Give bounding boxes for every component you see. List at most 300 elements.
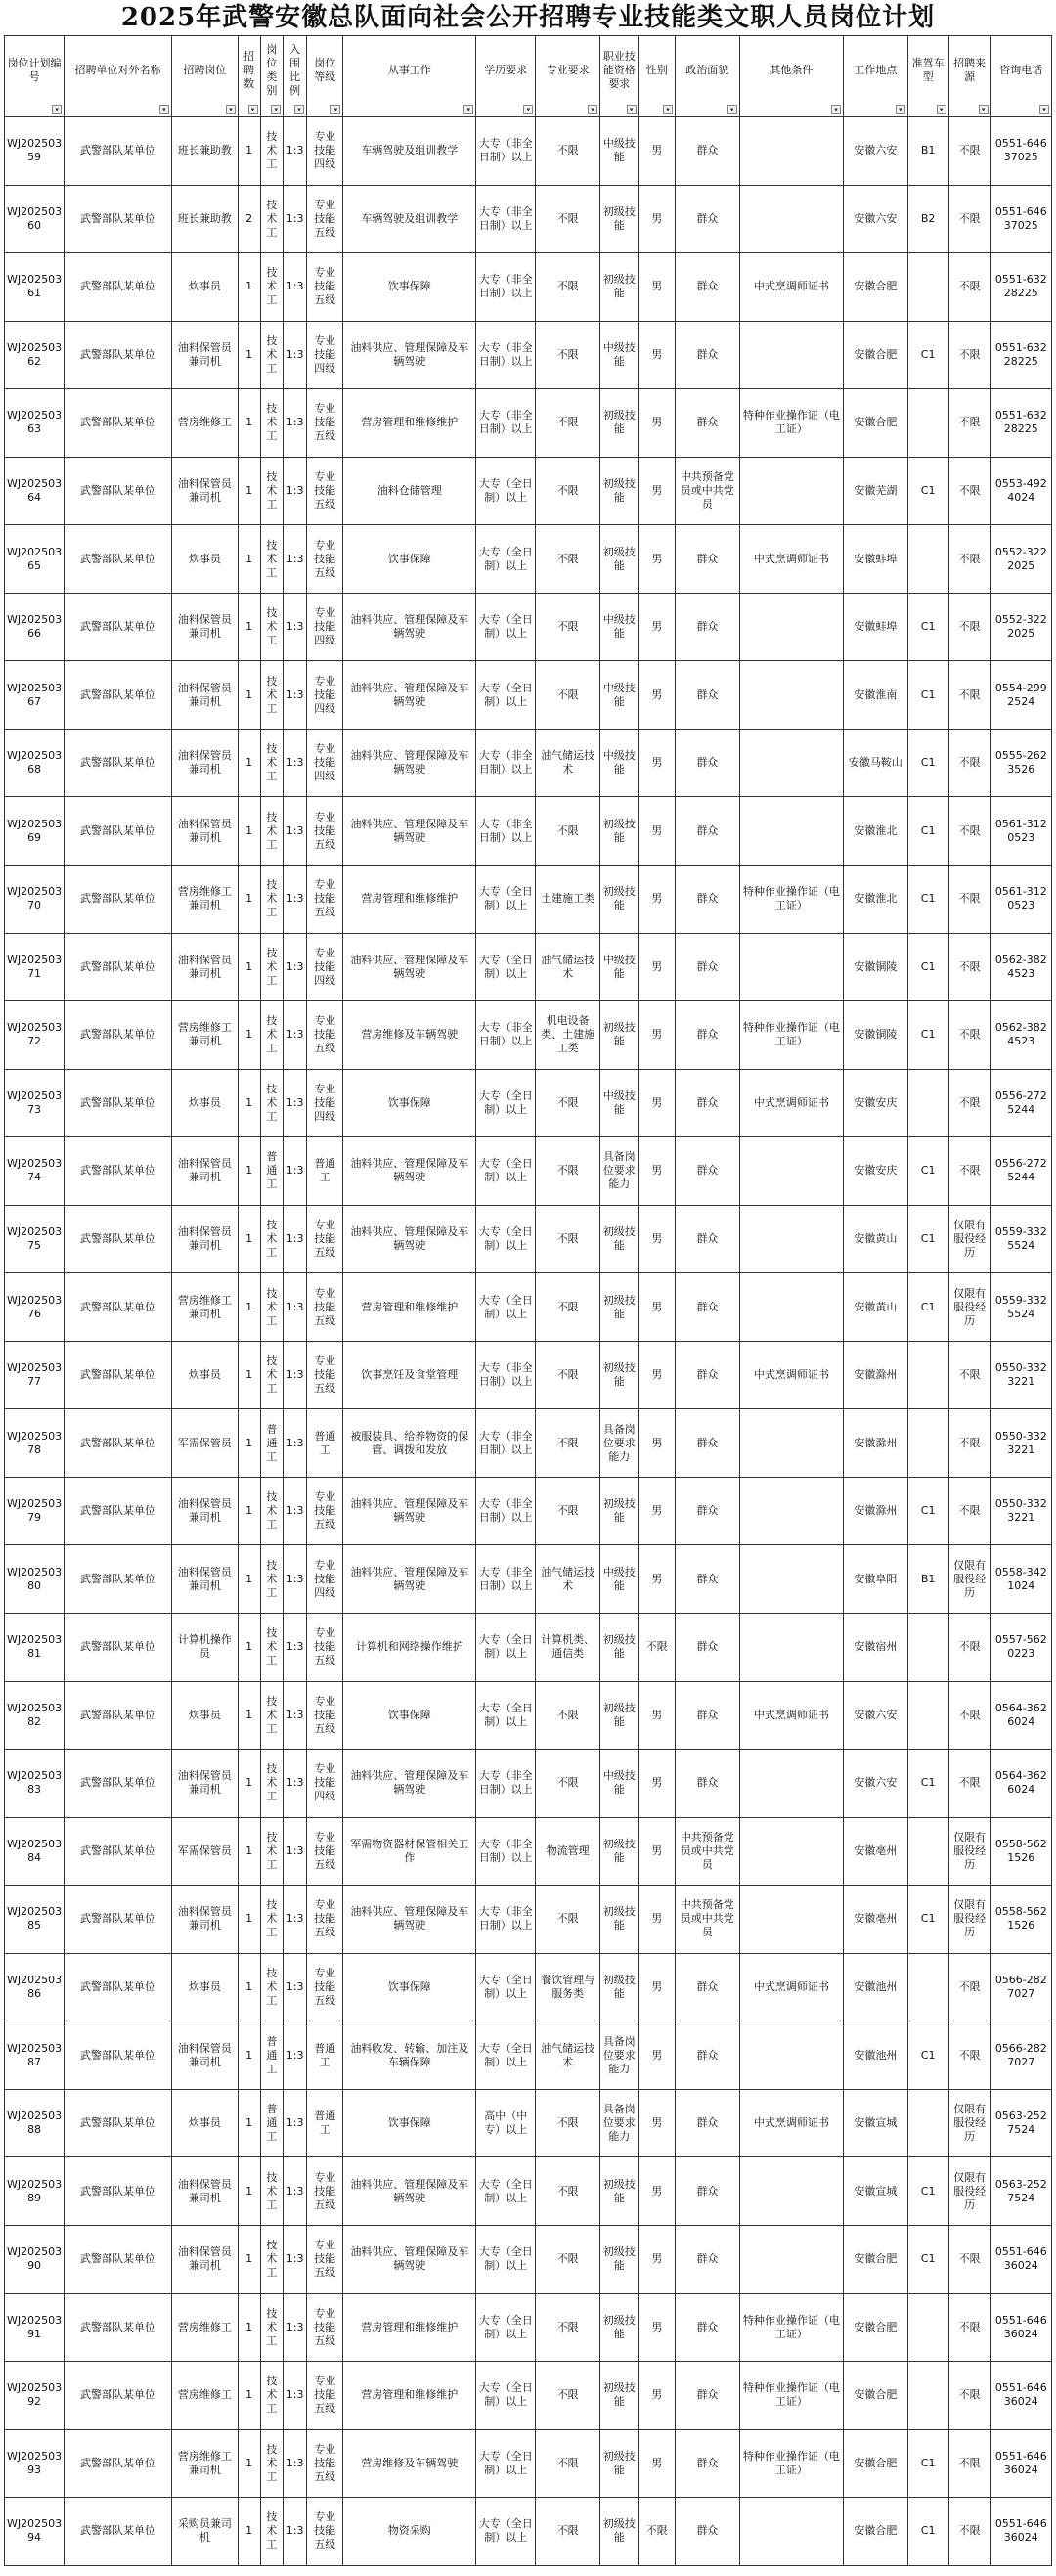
- filter-dropdown-icon[interactable]: ▾: [226, 105, 236, 114]
- cell-code: WJ20250362: [5, 321, 65, 389]
- cell-work: 油料供应、管理保障及车辆驾驶: [343, 797, 476, 866]
- cell-src: 不限: [948, 797, 990, 866]
- cell-qual: 初级技能: [600, 185, 639, 253]
- column-header-label: 岗位计划编号: [7, 57, 62, 83]
- cell-src: 不限: [948, 389, 990, 458]
- cell-num: 1: [238, 1817, 260, 1886]
- cell-code: WJ20250384: [5, 1817, 65, 1886]
- cell-code: WJ20250393: [5, 2429, 65, 2498]
- cell-num: 2: [238, 185, 260, 253]
- cell-unit: 武警部队某单位: [65, 1886, 172, 1954]
- cell-loc: 安徽六安: [844, 1750, 908, 1818]
- table-body: [5, 117, 1052, 2566]
- cell-post: 营房维修工: [171, 2362, 238, 2430]
- cell-src: 仅限有服役经历: [948, 2157, 990, 2226]
- cell-num: 1: [238, 1409, 260, 1478]
- cell-other: 特种作业操作证（电工证）: [739, 2429, 843, 2498]
- cell-polit: 群众: [675, 866, 739, 934]
- cell-polit: 群众: [675, 1953, 739, 2021]
- cell-work: 饮事保障: [343, 2089, 476, 2157]
- cell-tel: 0561-3120523: [990, 797, 1051, 866]
- cell-other: 中式烹调师证书: [739, 1341, 843, 1409]
- cell-src: 不限: [948, 2429, 990, 2498]
- cell-gender: 男: [638, 1273, 675, 1342]
- cell-level: 普通工: [307, 2021, 343, 2090]
- cell-polit: 群众: [675, 1341, 739, 1409]
- cell-gender: 男: [638, 1001, 675, 1070]
- cell-num: 1: [238, 1953, 260, 2021]
- cell-polit: 群众: [675, 1750, 739, 1818]
- cell-type: 技术工: [260, 866, 284, 934]
- filter-dropdown-icon[interactable]: ▾: [663, 105, 673, 114]
- filter-dropdown-icon[interactable]: ▾: [463, 105, 473, 114]
- cell-major: 机电设备类、土建施工类: [536, 1001, 600, 1070]
- cell-level: 专业技能四级: [307, 1069, 343, 1137]
- cell-lic: C1: [907, 1137, 948, 1206]
- cell-major: 餐饮管理与服务类: [536, 1953, 600, 2021]
- filter-dropdown-icon[interactable]: ▾: [727, 105, 737, 114]
- cell-gender: 男: [638, 1886, 675, 1954]
- filter-dropdown-icon[interactable]: ▾: [979, 105, 989, 114]
- cell-unit: 武警部队某单位: [65, 185, 172, 253]
- cell-type: 技术工: [260, 1341, 284, 1409]
- cell-loc: 安徽黄山: [844, 1273, 908, 1342]
- cell-post: 炊事员: [171, 1069, 238, 1137]
- cell-post: 营房维修工兼司机: [171, 2429, 238, 2498]
- cell-ratio: 1:3: [284, 1205, 307, 1273]
- cell-post: 军需保管员: [171, 1817, 238, 1886]
- cell-qual: 初级技能: [600, 1681, 639, 1750]
- cell-post: 计算机操作员: [171, 1614, 238, 1682]
- cell-post: 油料保管员兼司机: [171, 321, 238, 389]
- cell-polit: 群众: [675, 2293, 739, 2362]
- cell-unit: 武警部队某单位: [65, 593, 172, 661]
- cell-unit: 武警部队某单位: [65, 2089, 172, 2157]
- cell-loc: 安徽滁州: [844, 1341, 908, 1409]
- cell-src: 不限: [948, 1341, 990, 1409]
- cell-major: 不限: [536, 1205, 600, 1273]
- cell-ratio: 1:3: [284, 1817, 307, 1886]
- cell-tel: 0551-63228225: [990, 253, 1051, 322]
- cell-other: 特种作业操作证（电工证）: [739, 2293, 843, 2362]
- cell-major: 不限: [536, 117, 600, 186]
- table-row: [5, 1069, 1052, 1137]
- cell-edu: 大专（全日制）以上: [476, 2429, 536, 2498]
- cell-code: WJ20250372: [5, 1001, 65, 1070]
- cell-edu: 大专（非全日制）以上: [476, 1545, 536, 1614]
- cell-other: 特种作业操作证（电工证）: [739, 389, 843, 458]
- cell-src: 仅限有服役经历: [948, 2089, 990, 2157]
- cell-edu: 大专（非全日制）以上: [476, 1817, 536, 1886]
- cell-lic: C1: [907, 2021, 948, 2090]
- cell-tel: 0551-64636024: [990, 2293, 1051, 2362]
- cell-unit: 武警部队某单位: [65, 866, 172, 934]
- table-row: [5, 1886, 1052, 1954]
- cell-edu: 大专（全日制）以上: [476, 2157, 536, 2226]
- filter-dropdown-icon[interactable]: ▾: [627, 105, 637, 114]
- cell-lic: B2: [907, 185, 948, 253]
- cell-num: 1: [238, 2362, 260, 2430]
- table-row: [5, 1341, 1052, 1409]
- cell-post: 炊事员: [171, 253, 238, 322]
- cell-gender: 男: [638, 2089, 675, 2157]
- cell-other: 中式烹调师证书: [739, 1069, 843, 1137]
- cell-lic: C1: [907, 1273, 948, 1342]
- cell-edu: 大专（全日制）以上: [476, 1273, 536, 1342]
- cell-unit: 武警部队某单位: [65, 2021, 172, 2090]
- cell-unit: 武警部队某单位: [65, 321, 172, 389]
- cell-unit: 武警部队某单位: [65, 1341, 172, 1409]
- cell-post: 油料保管员兼司机: [171, 2021, 238, 2090]
- cell-unit: 武警部队某单位: [65, 2157, 172, 2226]
- cell-edu: 大专（非全日制）以上: [476, 1477, 536, 1545]
- filter-dropdown-icon[interactable]: ▾: [52, 105, 62, 114]
- cell-tel: 0556-2725244: [990, 1137, 1051, 1206]
- cell-num: 1: [238, 1341, 260, 1409]
- cell-polit: 群众: [675, 1069, 739, 1137]
- cell-level: 专业技能五级: [307, 1681, 343, 1750]
- cell-other: [739, 729, 843, 797]
- cell-type: 技术工: [260, 1953, 284, 2021]
- column-header-label: 专业要求: [546, 64, 590, 76]
- filter-dropdown-icon[interactable]: ▾: [294, 105, 304, 114]
- cell-loc: 安徽阜阳: [844, 1545, 908, 1614]
- cell-major: 计算机类、通信类: [536, 1614, 600, 1682]
- cell-qual: 中级技能: [600, 661, 639, 730]
- cell-work: 油料供应、管理保障及车辆驾驶: [343, 2225, 476, 2293]
- cell-level: 专业技能五级: [307, 2293, 343, 2362]
- cell-other: [739, 1137, 843, 1206]
- cell-tel: 0551-64637025: [990, 117, 1051, 186]
- cell-work: 军需物资器材保管相关工作: [343, 1817, 476, 1886]
- cell-loc: 安徽宿州: [844, 1614, 908, 1682]
- table-row: [5, 1817, 1052, 1886]
- cell-ratio: 1:3: [284, 661, 307, 730]
- cell-lic: [907, 1953, 948, 2021]
- cell-post: 油料保管员兼司机: [171, 1137, 238, 1206]
- cell-major: 不限: [536, 1886, 600, 1954]
- cell-qual: 中级技能: [600, 1545, 639, 1614]
- cell-tel: 0563-2527524: [990, 2089, 1051, 2157]
- cell-level: 专业技能四级: [307, 1545, 343, 1614]
- cell-type: 技术工: [260, 321, 284, 389]
- cell-qual: 初级技能: [600, 1273, 639, 1342]
- cell-qual: 具备岗位要求能力: [600, 2021, 639, 2090]
- cell-major: 不限: [536, 457, 600, 525]
- cell-loc: 安徽宣城: [844, 2157, 908, 2226]
- cell-polit: 群众: [675, 1409, 739, 1478]
- cell-type: 技术工: [260, 2429, 284, 2498]
- cell-unit: 武警部队某单位: [65, 2362, 172, 2430]
- cell-edu: 大专（全日制）以上: [476, 1681, 536, 1750]
- cell-polit: 群众: [675, 389, 739, 458]
- cell-code: WJ20250370: [5, 866, 65, 934]
- cell-src: 不限: [948, 525, 990, 594]
- cell-work: 营房维修及车辆驾驶: [343, 1001, 476, 1070]
- cell-level: 专业技能五级: [307, 797, 343, 866]
- cell-qual: 具备岗位要求能力: [600, 1137, 639, 1206]
- cell-loc: 安徽池州: [844, 2021, 908, 2090]
- cell-tel: 0550-3323221: [990, 1341, 1051, 1409]
- cell-qual: 初级技能: [600, 389, 639, 458]
- column-header-edu: [476, 36, 536, 117]
- cell-work: 饮事保障: [343, 1681, 476, 1750]
- cell-type: 技术工: [260, 2157, 284, 2226]
- cell-other: [739, 2157, 843, 2226]
- cell-polit: 中共预备党员或中共党员: [675, 457, 739, 525]
- table-row: [5, 253, 1052, 322]
- table-row: [5, 117, 1052, 186]
- cell-work: 营房维修及车辆驾驶: [343, 2429, 476, 2498]
- cell-post: 油料保管员兼司机: [171, 1886, 238, 1954]
- cell-num: 1: [238, 661, 260, 730]
- cell-qual: 初级技能: [600, 1341, 639, 1409]
- cell-polit: 群众: [675, 1545, 739, 1614]
- cell-type: 技术工: [260, 253, 284, 322]
- column-header-work: [343, 36, 476, 117]
- cell-gender: 男: [638, 797, 675, 866]
- cell-code: WJ20250369: [5, 797, 65, 866]
- filter-dropdown-icon[interactable]: ▾: [330, 105, 340, 114]
- cell-major: 不限: [536, 253, 600, 322]
- cell-unit: 武警部队某单位: [65, 1681, 172, 1750]
- cell-work: 营房管理和维修维护: [343, 2362, 476, 2430]
- column-header-label: 岗位类别: [266, 43, 278, 97]
- cell-lic: [907, 1409, 948, 1478]
- cell-type: 技术工: [260, 2362, 284, 2430]
- cell-polit: 群众: [675, 2089, 739, 2157]
- cell-ratio: 1:3: [284, 797, 307, 866]
- cell-qual: 初级技能: [600, 2225, 639, 2293]
- page-title: 2025年武警安徽总队面向社会公开招聘专业技能类文职人员岗位计划: [120, 3, 936, 32]
- cell-unit: 武警部队某单位: [65, 389, 172, 458]
- cell-src: 不限: [948, 1953, 990, 2021]
- cell-post: 班长兼助教: [171, 117, 238, 186]
- cell-loc: 安徽合肥: [844, 2429, 908, 2498]
- cell-work: 油料供应、管理保障及车辆驾驶: [343, 1477, 476, 1545]
- table-row: [5, 1681, 1052, 1750]
- cell-post: 油料保管员兼司机: [171, 797, 238, 866]
- cell-lic: C1: [907, 1886, 948, 1954]
- cell-major: 不限: [536, 2498, 600, 2566]
- cell-ratio: 1:3: [284, 729, 307, 797]
- table-row: [5, 729, 1052, 797]
- cell-polit: 中共预备党员或中共党员: [675, 1817, 739, 1886]
- cell-gender: 不限: [638, 1614, 675, 1682]
- cell-unit: 武警部队某单位: [65, 253, 172, 322]
- cell-loc: 安徽六安: [844, 117, 908, 186]
- cell-lic: [907, 525, 948, 594]
- cell-src: 不限: [948, 2021, 990, 2090]
- cell-edu: 大专（非全日制）以上: [476, 253, 536, 322]
- cell-major: 不限: [536, 321, 600, 389]
- column-header-type: [260, 36, 284, 117]
- filter-dropdown-icon[interactable]: ▾: [271, 105, 281, 114]
- cell-edu: 大专（全日制）以上: [476, 593, 536, 661]
- cell-num: 1: [238, 1886, 260, 1954]
- cell-ratio: 1:3: [284, 2021, 307, 2090]
- column-header-unit: [65, 36, 172, 117]
- cell-edu: 大专（全日制）以上: [476, 1205, 536, 1273]
- cell-loc: 安徽淮北: [844, 797, 908, 866]
- cell-lic: [907, 253, 948, 322]
- filter-dropdown-icon[interactable]: ▾: [588, 105, 597, 114]
- cell-gender: 男: [638, 933, 675, 1001]
- cell-tel: 0559-3325524: [990, 1205, 1051, 1273]
- column-header-gender: [638, 36, 675, 117]
- cell-src: 不限: [948, 661, 990, 730]
- cell-tel: 0564-3626024: [990, 1750, 1051, 1818]
- cell-level: 专业技能五级: [307, 389, 343, 458]
- cell-ratio: 1:3: [284, 2429, 307, 2498]
- column-header-num: [238, 36, 260, 117]
- cell-src: 不限: [948, 321, 990, 389]
- cell-src: 不限: [948, 1750, 990, 1818]
- cell-work: 物资采购: [343, 2498, 476, 2566]
- cell-polit: 群众: [675, 1614, 739, 1682]
- cell-type: 技术工: [260, 797, 284, 866]
- cell-level: 普通工: [307, 2089, 343, 2157]
- cell-num: 1: [238, 321, 260, 389]
- cell-lic: [907, 389, 948, 458]
- cell-code: WJ20250371: [5, 933, 65, 1001]
- cell-other: [739, 593, 843, 661]
- cell-polit: 群众: [675, 185, 739, 253]
- filter-dropdown-icon[interactable]: ▾: [896, 105, 905, 114]
- cell-major: 不限: [536, 1750, 600, 1818]
- cell-num: 1: [238, 525, 260, 594]
- column-header-label: 工作地点: [854, 64, 898, 76]
- cell-polit: 群众: [675, 797, 739, 866]
- cell-ratio: 1:3: [284, 1137, 307, 1206]
- cell-level: 专业技能五级: [307, 2157, 343, 2226]
- cell-level: 专业技能五级: [307, 525, 343, 594]
- cell-loc: 安徽亳州: [844, 1817, 908, 1886]
- table-row: [5, 2089, 1052, 2157]
- table-row: [5, 1477, 1052, 1545]
- table-row: [5, 457, 1052, 525]
- cell-gender: 男: [638, 1205, 675, 1273]
- cell-post: 炊事员: [171, 2089, 238, 2157]
- cell-major: 不限: [536, 2362, 600, 2430]
- cell-lic: C1: [907, 2157, 948, 2226]
- cell-num: 1: [238, 866, 260, 934]
- cell-gender: 男: [638, 185, 675, 253]
- cell-post: 营房维修工兼司机: [171, 1273, 238, 1342]
- cell-num: 1: [238, 457, 260, 525]
- cell-tel: 0550-3323221: [990, 1477, 1051, 1545]
- table-row: [5, 661, 1052, 730]
- cell-num: 1: [238, 2293, 260, 2362]
- cell-num: 1: [238, 2021, 260, 2090]
- cell-code: WJ20250375: [5, 1205, 65, 1273]
- cell-gender: 男: [638, 593, 675, 661]
- cell-ratio: 1:3: [284, 457, 307, 525]
- cell-post: 油料保管员兼司机: [171, 2157, 238, 2226]
- filter-dropdown-icon[interactable]: ▾: [937, 105, 946, 114]
- cell-work: 油料供应、管理保障及车辆驾驶: [343, 593, 476, 661]
- cell-work: 油料供应、管理保障及车辆驾驶: [343, 1205, 476, 1273]
- column-header-label: 岗位等级: [314, 57, 336, 83]
- cell-loc: 安徽合肥: [844, 389, 908, 458]
- cell-tel: 0551-64636024: [990, 2429, 1051, 2498]
- cell-other: [739, 1886, 843, 1954]
- cell-type: 技术工: [260, 933, 284, 1001]
- column-header-src: [948, 36, 990, 117]
- cell-unit: 武警部队某单位: [65, 1477, 172, 1545]
- cell-edu: 大专（非全日制）以上: [476, 1886, 536, 1954]
- cell-major: 不限: [536, 2157, 600, 2226]
- cell-loc: 安徽安庆: [844, 1069, 908, 1137]
- cell-lic: C1: [907, 729, 948, 797]
- cell-type: 技术工: [260, 1545, 284, 1614]
- filter-dropdown-icon[interactable]: ▾: [248, 105, 258, 114]
- column-header-ratio: [284, 36, 307, 117]
- cell-code: WJ20250377: [5, 1341, 65, 1409]
- cell-unit: 武警部队某单位: [65, 1205, 172, 1273]
- cell-edu: 大专（全日制）以上: [476, 866, 536, 934]
- cell-ratio: 1:3: [284, 866, 307, 934]
- cell-tel: 0563-2527524: [990, 2157, 1051, 2226]
- filter-dropdown-icon[interactable]: ▾: [159, 105, 169, 114]
- cell-polit: 群众: [675, 2362, 739, 2430]
- cell-type: 技术工: [260, 661, 284, 730]
- cell-num: 1: [238, 2498, 260, 2566]
- cell-post: 炊事员: [171, 1681, 238, 1750]
- table-row: [5, 1409, 1052, 1478]
- cell-src: 仅限有服役经历: [948, 1273, 990, 1342]
- cell-tel: 0558-5621526: [990, 1886, 1051, 1954]
- cell-type: 技术工: [260, 1614, 284, 1682]
- cell-edu: 大专（非全日制）以上: [476, 185, 536, 253]
- cell-work: 油料仓储管理: [343, 457, 476, 525]
- filter-dropdown-icon[interactable]: ▾: [831, 105, 841, 114]
- cell-work: 饮事保障: [343, 253, 476, 322]
- cell-qual: 中级技能: [600, 321, 639, 389]
- cell-polit: 群众: [675, 2021, 739, 2090]
- cell-work: 饮事保障: [343, 1069, 476, 1137]
- cell-unit: 武警部队某单位: [65, 1409, 172, 1478]
- cell-code: WJ20250368: [5, 729, 65, 797]
- cell-lic: [907, 2293, 948, 2362]
- cell-tel: 0562-3824523: [990, 1001, 1051, 1070]
- cell-level: 专业技能四级: [307, 117, 343, 186]
- cell-edu: 大专（全日制）以上: [476, 457, 536, 525]
- cell-unit: 武警部队某单位: [65, 1069, 172, 1137]
- table-row: [5, 2429, 1052, 2498]
- cell-ratio: 1:3: [284, 1750, 307, 1818]
- cell-loc: 安徽池州: [844, 1953, 908, 2021]
- cell-src: 不限: [948, 1477, 990, 1545]
- cell-loc: 安徽蚌埠: [844, 525, 908, 594]
- column-header-label: 职业技能资格要求: [602, 50, 636, 90]
- column-header-post: [171, 36, 238, 117]
- cell-polit: 群众: [675, 661, 739, 730]
- cell-qual: 初级技能: [600, 1477, 639, 1545]
- cell-post: 油料保管员兼司机: [171, 1750, 238, 1818]
- cell-work: 车辆驾驶及组训教学: [343, 117, 476, 186]
- filter-dropdown-icon[interactable]: ▾: [1039, 105, 1049, 114]
- cell-src: 仅限有服役经历: [948, 1205, 990, 1273]
- cell-ratio: 1:3: [284, 117, 307, 186]
- cell-num: 1: [238, 117, 260, 186]
- cell-edu: 大专（非全日制）以上: [476, 321, 536, 389]
- cell-post: 采购员兼司机: [171, 2498, 238, 2566]
- cell-level: 专业技能五级: [307, 1205, 343, 1273]
- filter-dropdown-icon[interactable]: ▾: [523, 105, 533, 114]
- cell-code: WJ20250361: [5, 253, 65, 322]
- cell-major: 不限: [536, 593, 600, 661]
